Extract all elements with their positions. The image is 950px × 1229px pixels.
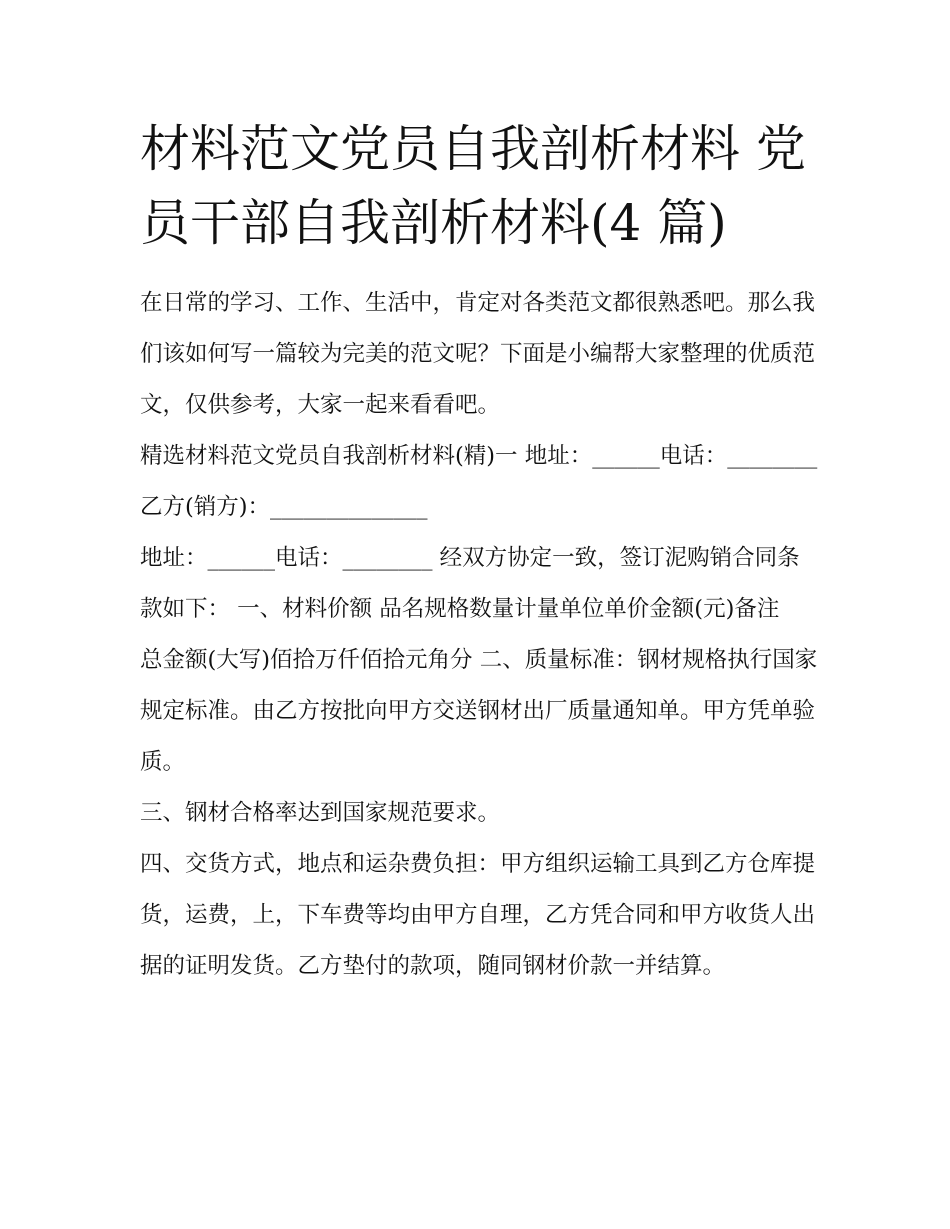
- paragraph-address-terms: 地址：______电话：________ 经双方协定一致，签订泥购销合同条款如下： 一、材料价额 品名规格数量计量单位单价金额(元)备注: [140, 545, 800, 622]
- paragraph-contract-parties: 精选材料范文党员自我剖析材料(精)一 地址：______电话：________ 乙方(销方)：______________: [140, 443, 818, 520]
- paragraph-quality-standard: 总金额(大写)佰拾万仟佰拾元角分 二、质量标准：钢材规格执行国家规定标准。由乙方按批向甲方交送钢材出厂质量通知单。甲方凭单验质。: [140, 647, 818, 775]
- paragraph-pass-rate: 三、钢材合格率达到国家规范要求。: [140, 800, 501, 826]
- paragraph-delivery: 四、交货方式，地点和运杂费负担：甲方组织运输工具到乙方仓库提货，运费，上，下车费等均由甲方自理，乙方凭合同和甲方收货人出据的证明发货。乙方垫付的款项，随同钢材价款一并结算。: [140, 851, 816, 979]
- document-title: 材料范文党员自我剖析材料 党员干部自我剖析材料(4 篇): [140, 120, 806, 252]
- paragraph-intro: 在日常的学习、工作、生活中，肯定对各类范文都很熟悉吧。那么我们该如何写一篇较为完美的范文呢？下面是小编帮大家整理的优质范文，仅供参考，大家一起来看看吧。: [140, 290, 816, 418]
- document-body: [140, 278, 820, 992]
